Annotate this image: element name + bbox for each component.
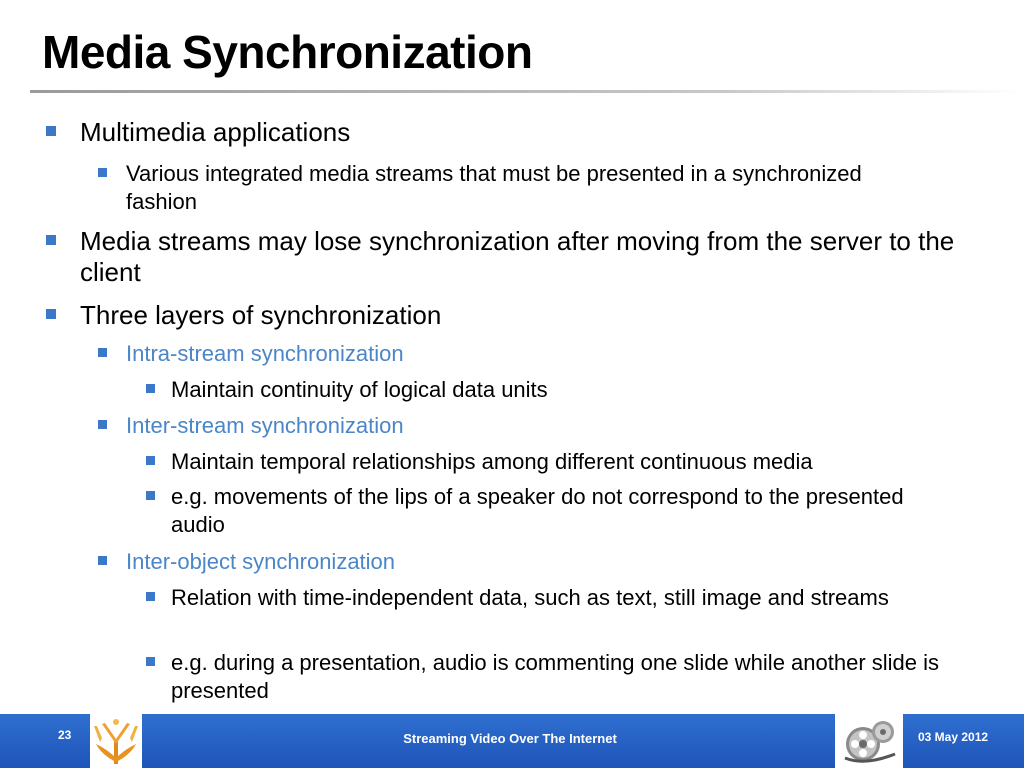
bullet-item	[146, 483, 946, 539]
bullet-marker-icon	[98, 348, 107, 357]
bullet-item	[46, 226, 976, 288]
bullet-marker-icon	[98, 168, 107, 177]
bullet-marker-icon	[146, 491, 155, 500]
bullet-item	[98, 548, 958, 576]
footer-date: 03 May 2012	[918, 730, 989, 744]
slide-footer	[0, 714, 1024, 768]
bullet-item	[146, 649, 946, 705]
bullet-text: Maintain temporal relationships among different continuous media	[171, 449, 813, 474]
bullet-item	[98, 412, 958, 440]
bullet-item	[98, 160, 878, 216]
bullet-marker-icon	[146, 456, 155, 465]
bullet-item	[146, 584, 961, 612]
bullet-marker-icon	[146, 657, 155, 666]
slide-title: Media Synchronization	[42, 26, 533, 78]
bullet-marker-icon	[98, 556, 107, 565]
bullet-text: Various integrated media streams that must be presented in a synchronized fashion	[126, 161, 862, 214]
tree-logo-icon	[90, 714, 142, 768]
title-divider	[30, 90, 1020, 93]
bullet-marker-icon	[146, 384, 155, 393]
bullet-text: Relation with time-independent data, such as text, still image and streams	[171, 585, 889, 610]
bullet-marker-icon	[46, 309, 56, 319]
bullet-marker-icon	[46, 235, 56, 245]
bullet-item	[98, 340, 958, 368]
bullet-text: Inter-object synchronization	[126, 549, 396, 574]
bullet-item	[146, 376, 966, 404]
bullet-text: Multimedia applications	[80, 117, 351, 147]
bullet-item	[146, 448, 996, 476]
bullet-marker-icon	[98, 420, 107, 429]
bullet-marker-icon	[146, 592, 155, 601]
bullet-text: e.g. movements of the lips of a speaker do not correspond to the presented audio	[171, 484, 904, 537]
bullet-item	[46, 117, 976, 148]
bullet-text: Inter-stream synchronization	[126, 413, 404, 438]
bullet-text: e.g. during a presentation, audio is commenting one slide while another slide is presented	[171, 650, 940, 703]
bullet-marker-icon	[46, 126, 56, 136]
bullet-item	[46, 300, 976, 331]
bullet-text: Media streams may lose synchronization after moving from the server to the client	[80, 226, 955, 287]
film-reel-icon	[835, 714, 903, 768]
bullet-text: Intra-stream synchronization	[126, 341, 404, 366]
footer-title: Streaming Video Over The Internet	[403, 731, 617, 746]
bullet-text: Maintain continuity of logical data units	[171, 377, 548, 402]
page-number: 23	[58, 728, 72, 742]
bullet-text: Three layers of synchronization	[80, 300, 442, 330]
